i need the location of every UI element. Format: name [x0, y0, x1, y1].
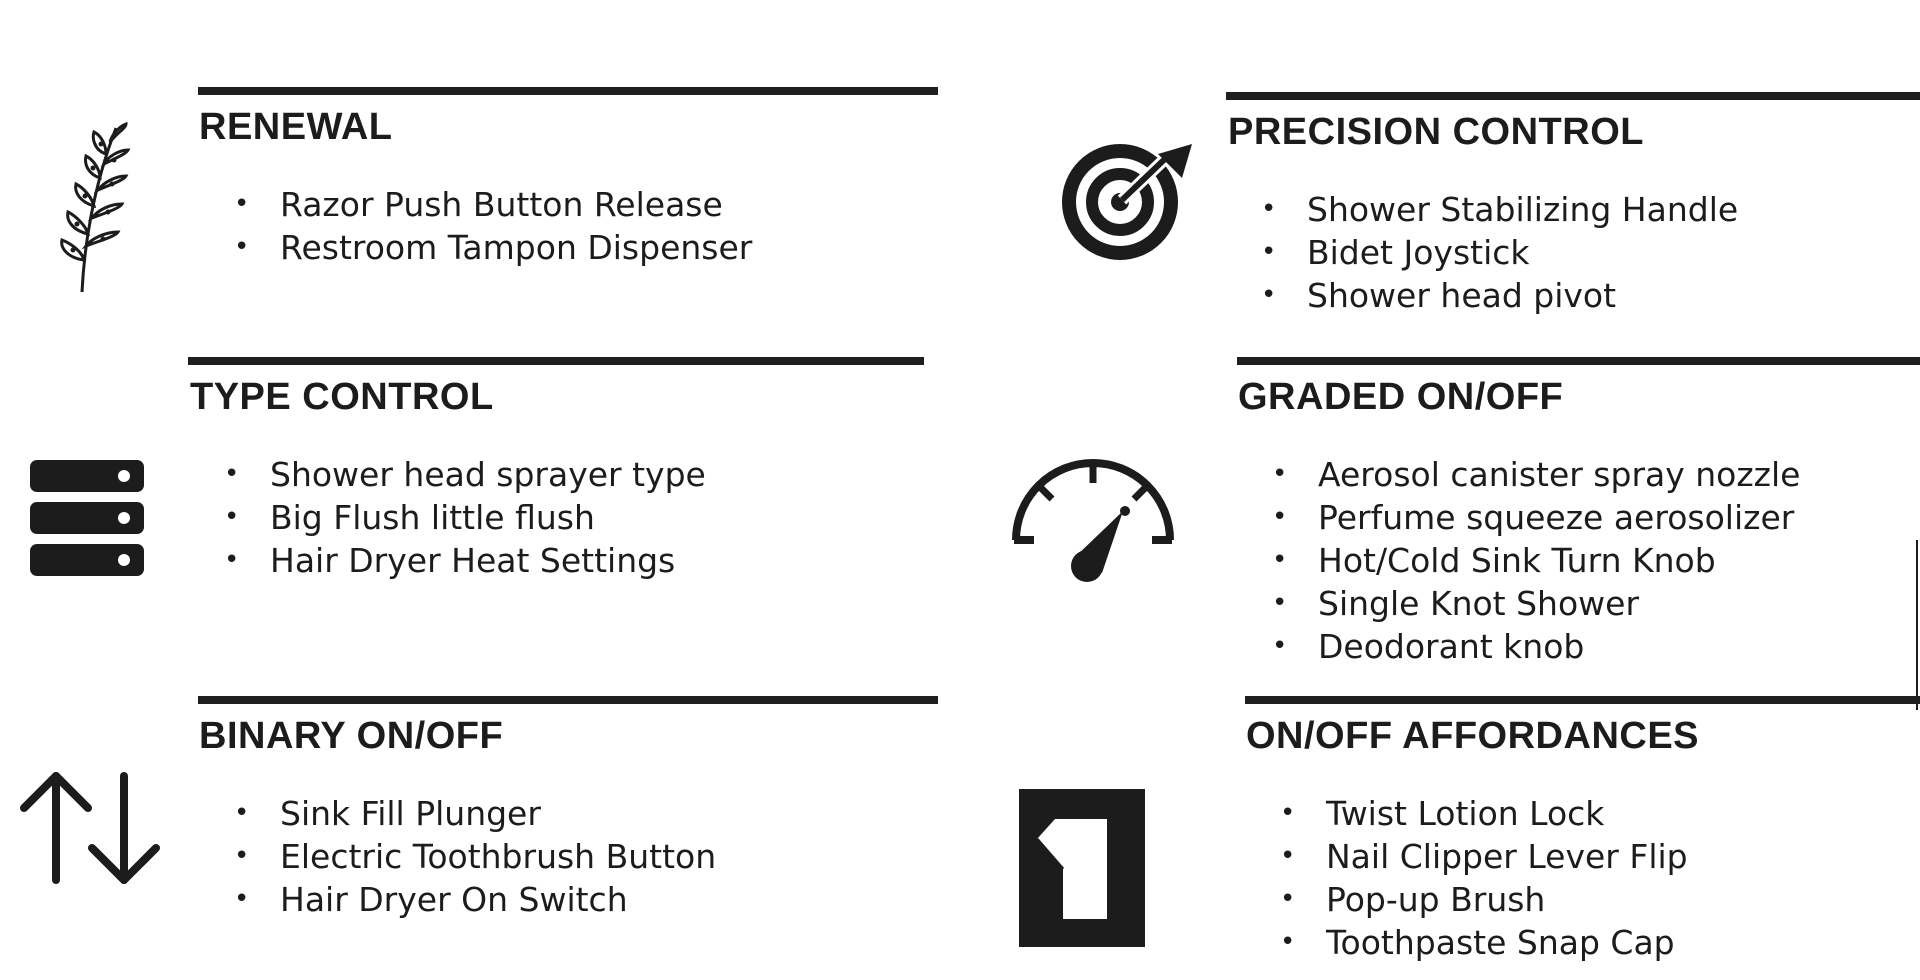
- list-item: • Shower Stabilizing Handle: [1261, 188, 1738, 231]
- section-title: GRADED ON/OFF: [1238, 376, 1564, 418]
- list-item: • Shower head sprayer type: [224, 453, 706, 496]
- section-title: PRECISION CONTROL: [1228, 111, 1644, 153]
- up-down-arrows-icon: [20, 770, 162, 886]
- list-item: • Toothpaste Snap Cap: [1280, 921, 1688, 964]
- list-item: • Nail Clipper Lever Flip: [1280, 835, 1688, 878]
- list-item: • Aerosol canister spray nozzle: [1272, 453, 1800, 496]
- section-title: RENEWAL: [199, 106, 393, 148]
- section-divider: [198, 696, 938, 704]
- item-list: [1261, 188, 1738, 317]
- server-stack-icon: [30, 460, 144, 577]
- leaf-icon: [46, 120, 136, 295]
- rocker-switch-icon: [1019, 789, 1145, 947]
- list-item: • Big Flush little flush: [224, 496, 706, 539]
- gauge-icon: [1010, 455, 1176, 585]
- list-item: • Deodorant knob: [1272, 625, 1800, 668]
- section-divider: [188, 357, 924, 365]
- list-item: • Electric Toothbrush Button: [234, 835, 716, 878]
- list-item: • Bidet Joystick: [1261, 231, 1738, 274]
- section-title: ON/OFF AFFORDANCES: [1246, 715, 1700, 757]
- list-item: • Pop-up Brush: [1280, 878, 1688, 921]
- list-item: • Hair Dryer On Switch: [234, 878, 716, 921]
- list-item: • Restroom Tampon Dispenser: [234, 226, 752, 269]
- section-divider: [198, 87, 938, 95]
- section-divider: [1237, 357, 1920, 365]
- section-divider: [1226, 92, 1920, 100]
- section-divider: [1245, 696, 1920, 704]
- item-list: [1280, 792, 1688, 964]
- list-item: • Hair Dryer Heat Settings: [224, 539, 706, 582]
- page-edge-line: [1916, 540, 1918, 710]
- target-icon: [1060, 140, 1196, 264]
- list-item: • Twist Lotion Lock: [1280, 792, 1688, 835]
- item-list: [224, 453, 706, 582]
- item-list: [234, 183, 752, 269]
- list-item: • Single Knot Shower: [1272, 582, 1800, 625]
- list-item: • Razor Push Button Release: [234, 183, 752, 226]
- list-item: • Sink Fill Plunger: [234, 792, 716, 835]
- section-title: TYPE CONTROL: [190, 376, 494, 418]
- list-item: • Hot/Cold Sink Turn Knob: [1272, 539, 1800, 582]
- list-item: • Shower head pivot: [1261, 274, 1738, 317]
- item-list: [234, 792, 716, 921]
- list-item: • Perfume squeeze aerosolizer: [1272, 496, 1800, 539]
- item-list: [1272, 453, 1800, 668]
- section-title: BINARY ON/OFF: [199, 715, 504, 757]
